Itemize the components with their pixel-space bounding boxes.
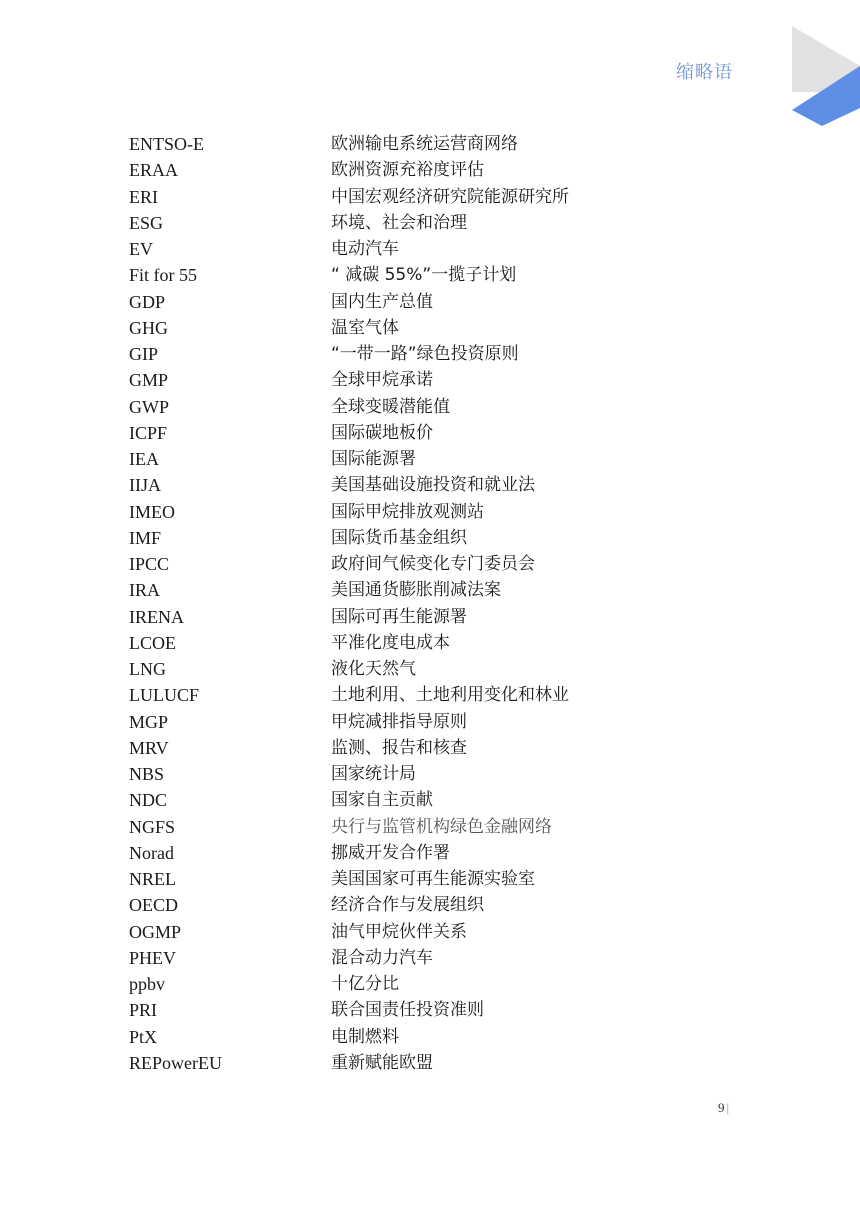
list-item — [129, 892, 749, 918]
abbreviation-term: ERAA — [129, 160, 178, 181]
abbreviation-definition: 电制燃料 — [331, 1026, 399, 1047]
list-item — [129, 866, 749, 892]
abbreviation-definition: 甲烷减排指导原则 — [331, 711, 467, 732]
abbreviation-term: NDC — [129, 790, 168, 811]
section-title: 缩略语 — [676, 62, 733, 83]
list-item — [129, 1024, 749, 1050]
abbreviation-term: IRA — [129, 580, 160, 601]
list-item — [129, 840, 749, 866]
abbreviation-term: REPowerEU — [129, 1052, 222, 1073]
abbreviation-definition: 挪威开发合作署 — [331, 842, 450, 863]
abbreviation-definition: 国家自主贡献 — [331, 790, 433, 811]
abbreviation-term: NREL — [129, 869, 176, 889]
abbreviation-term: NGFS — [129, 816, 176, 837]
list-item — [129, 682, 749, 708]
abbreviation-term: LCOE — [129, 632, 176, 653]
list-item — [129, 709, 749, 735]
abbreviation-definition: 监测、报告和核查 — [331, 737, 467, 758]
abbreviation-definition: 全球甲烷承诺 — [331, 370, 433, 391]
abbreviation-term: GWP — [129, 396, 169, 417]
list-item — [129, 525, 749, 551]
abbreviation-term: ERI — [129, 186, 158, 207]
list-item — [129, 814, 749, 840]
list-item — [129, 131, 749, 157]
list-item — [129, 289, 749, 315]
list-item — [129, 735, 749, 761]
list-item — [129, 787, 749, 813]
abbreviation-definition: 油气甲烷伙伴关系 — [331, 921, 467, 942]
list-item — [129, 1050, 749, 1076]
list-item — [129, 945, 749, 971]
list-item — [129, 210, 749, 236]
abbreviation-definition: 欧洲资源充裕度评估 — [331, 160, 484, 181]
abbreviation-definition: 政府间气候变化专门委员会 — [331, 554, 535, 574]
abbreviation-term: PHEV — [129, 947, 177, 968]
abbreviation-term: ENTSO-E — [129, 134, 204, 154]
abbreviation-term: OECD — [129, 895, 178, 916]
abbreviation-definition: 国际碳地板价 — [331, 422, 433, 443]
abbreviation-term: IMEO — [129, 501, 175, 522]
list-item — [129, 394, 749, 420]
abbreviation-definition: 国际能源署 — [331, 449, 416, 469]
list-item — [129, 315, 749, 341]
list-item — [129, 630, 749, 656]
page-number — [718, 1100, 729, 1116]
abbreviation-term: GIP — [129, 344, 159, 364]
abbreviation-definition: “ 减碳 55%”一揽子计划 — [331, 265, 517, 286]
abbreviation-term: Norad — [129, 842, 174, 863]
abbreviation-definition: 温室气体 — [331, 317, 399, 338]
abbreviation-definition: 欧洲输电系统运营商网络 — [331, 134, 518, 154]
list-item — [129, 761, 749, 787]
list-item — [129, 971, 749, 997]
abbreviation-term: IMF — [129, 527, 162, 548]
abbreviation-definition: 经济合作与发展组织 — [331, 895, 484, 916]
abbreviation-term: LULUCF — [129, 685, 200, 706]
list-item — [129, 499, 749, 525]
page-number-value: 9 — [718, 1100, 725, 1115]
abbreviation-term: GDP — [129, 291, 166, 312]
abbreviation-list — [129, 131, 749, 1076]
list-item — [129, 341, 749, 367]
abbreviation-definition: 中国宏观经济研究院能源研究所 — [331, 186, 569, 207]
abbreviation-term: MGP — [129, 711, 169, 732]
abbreviation-definition: 十亿分比 — [331, 974, 399, 994]
abbreviation-definition: 国际货币基金组织 — [331, 527, 467, 548]
abbreviation-definition: 液化天然气 — [331, 659, 416, 679]
list-item — [129, 656, 749, 682]
abbreviation-definition: 美国通货膨胀削减法案 — [331, 580, 501, 601]
abbreviation-definition: “一带一路”绿色投资原则 — [331, 344, 519, 364]
abbreviation-term: IIJA — [129, 475, 161, 496]
abbreviation-term: EV — [129, 239, 153, 259]
abbreviation-definition: 美国国家可再生能源实验室 — [331, 869, 535, 889]
abbreviation-definition: 土地利用、土地利用变化和林业 — [331, 685, 569, 706]
list-item — [129, 577, 749, 603]
abbreviation-term: Fit for 55 — [129, 265, 198, 286]
list-item — [129, 446, 749, 472]
abbreviation-definition: 联合国责任投资准则 — [331, 1000, 484, 1021]
page-separator: | — [726, 1100, 730, 1115]
abbreviation-definition: 国际甲烷排放观测站 — [331, 501, 484, 522]
list-item — [129, 184, 749, 210]
abbreviation-definition: 电动汽车 — [331, 239, 399, 259]
abbreviation-definition: 央行与监管机构绿色金融网络 — [331, 816, 552, 837]
abbreviation-term: IRENA — [129, 606, 184, 627]
abbreviation-definition: 全球变暖潜能值 — [331, 396, 450, 417]
list-item — [129, 604, 749, 630]
abbreviation-term: ESG — [129, 212, 164, 233]
list-item — [129, 919, 749, 945]
abbreviation-term: MRV — [129, 737, 169, 758]
list-item — [129, 551, 749, 577]
list-item — [129, 997, 749, 1023]
abbreviation-definition: 重新赋能欧盟 — [331, 1052, 433, 1073]
abbreviation-term: PtX — [129, 1026, 158, 1047]
list-item — [129, 472, 749, 498]
abbreviation-term: IPCC — [129, 554, 170, 574]
abbreviation-term: GMP — [129, 370, 169, 391]
abbreviation-definition: 混合动力汽车 — [331, 947, 433, 968]
abbreviation-definition: 国内生产总值 — [331, 291, 433, 312]
abbreviation-term: GHG — [129, 317, 168, 338]
abbreviation-definition: 国家统计局 — [331, 764, 416, 784]
list-item — [129, 420, 749, 446]
list-item — [129, 157, 749, 183]
abbreviation-term: NBS — [129, 764, 165, 784]
abbreviation-term: OGMP — [129, 921, 182, 942]
abbreviation-term: ppbv — [129, 974, 165, 994]
list-item — [129, 236, 749, 262]
abbreviation-definition: 国际可再生能源署 — [331, 606, 467, 627]
abbreviation-term: IEA — [129, 449, 159, 469]
abbreviation-term: ICPF — [129, 422, 168, 443]
list-item — [129, 262, 749, 288]
abbreviation-definition: 环境、社会和治理 — [331, 212, 467, 233]
abbreviation-definition: 美国基础设施投资和就业法 — [331, 475, 535, 496]
abbreviation-term: PRI — [129, 1000, 158, 1021]
abbreviation-term: LNG — [129, 659, 166, 679]
abbreviation-definition: 平准化度电成本 — [331, 632, 450, 653]
list-item — [129, 367, 749, 393]
